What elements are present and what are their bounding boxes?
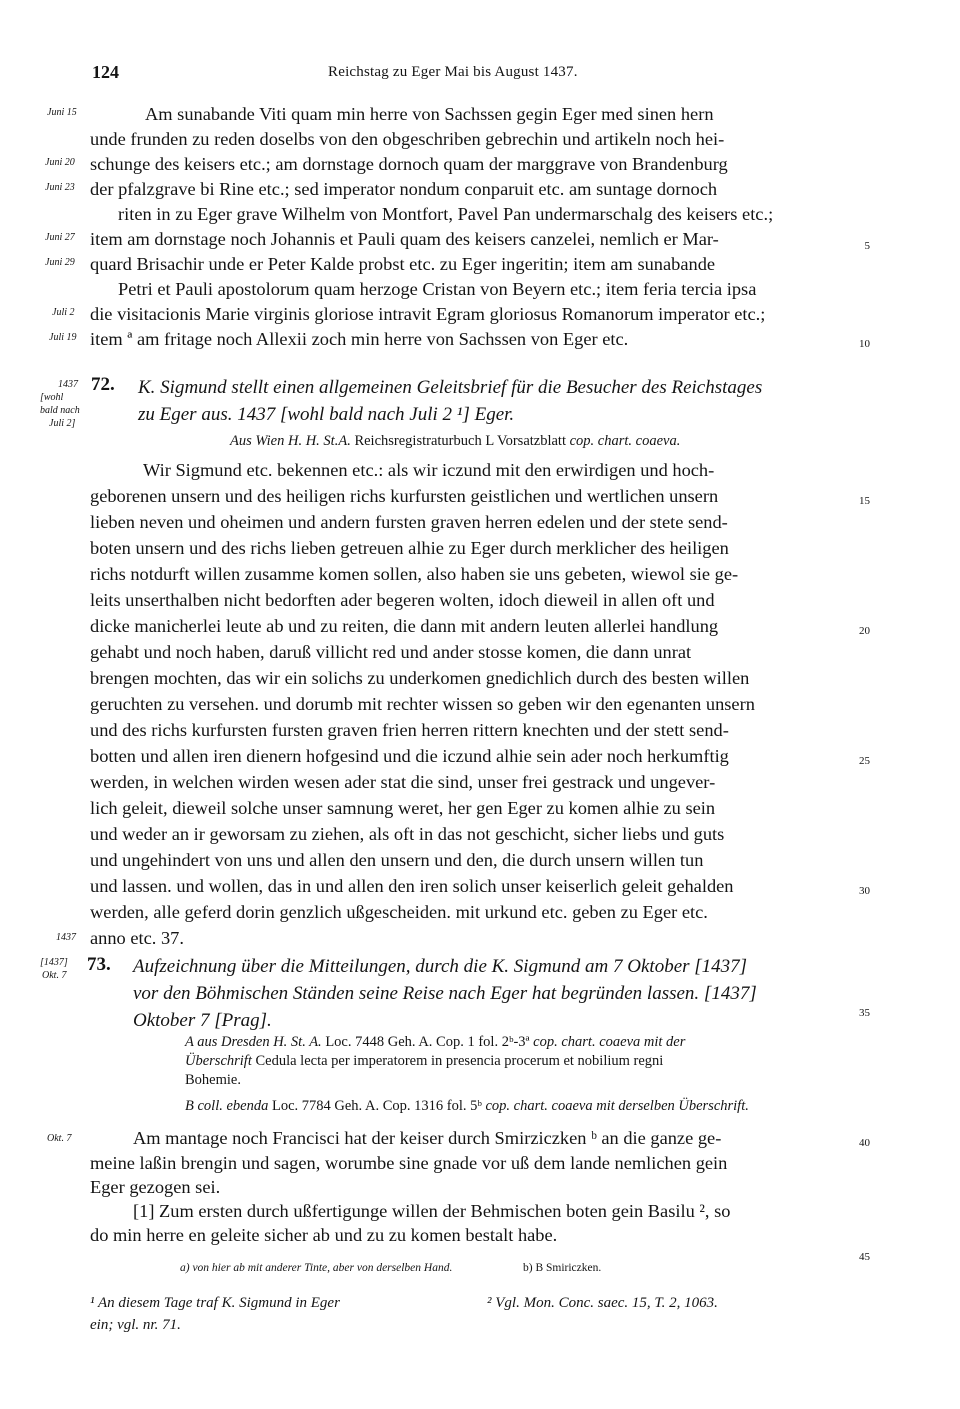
doc72-margin-date-note: [wohl <box>40 392 64 403</box>
source-line <box>185 1052 685 1071</box>
text-line: die visitacionis Marie virginis gloriose intravit Egram gloriosus Romanorum imperator etc.; <box>90 304 766 324</box>
doc73-source-a <box>185 1033 685 1090</box>
title-line: Aufzeichnung über die Mitteilungen, durch die K. Sigmund am 7 Oktober [1437] <box>133 956 748 977</box>
doc73-source-b <box>185 1097 749 1116</box>
text-line: riten in zu Eger grave Wilhelm von Montfort, Pavel Pan undermarschalg des keisers etc.; <box>118 204 774 224</box>
text-line: geborenen unsern und des heiligen richs kurfursten geistlichen und wertlichen unsern <box>90 486 719 506</box>
footnote-2: ² Vgl. Mon. Conc. saec. 15, T. 2, 1063. <box>487 1295 718 1311</box>
title-line: K. Sigmund stellt einen allgemeinen Geleitsbrief für die Besucher des Reichstages <box>138 377 763 398</box>
footnote-letter-a <box>180 1262 452 1274</box>
doc73-title <box>133 953 757 1034</box>
margin-date: Juni 15 <box>47 107 77 118</box>
title-line: Oktober 7 [Prag]. <box>133 1010 272 1031</box>
line-number: 20 <box>859 625 870 637</box>
line-number: 15 <box>859 495 870 507</box>
margin-date: Juli 2 <box>52 307 75 318</box>
source-suffix: cop. chart. coaeva mit der <box>533 1034 686 1050</box>
doc73-number: 73. <box>87 954 111 975</box>
text-line: und lassen. und wollen, das in und allen den iren solich unser keiserlich geleit gehalden <box>90 876 734 896</box>
source-suffix: cop. chart. coaeva mit derselben Überschrift. <box>485 1098 749 1114</box>
text-line: werden, alle geferd dorin genzlich ußgescheiden. mit urkund etc. geben zu Eger etc. <box>90 902 708 922</box>
margin-date: Juli 19 <box>49 332 77 343</box>
doc72-margin-date-note: Juli 2] <box>49 418 76 429</box>
text-line: richs notdurft willen zusamme komen sollen, also haben sie uns gebeten, wiewol sie ge- <box>90 564 739 584</box>
line-number: 30 <box>859 885 870 897</box>
text-line: schunge des keisers etc.; am dornstage dornoch quam der marggrave von Brandenburg <box>90 154 728 174</box>
source-line <box>185 1033 685 1052</box>
text-line: anno etc. 37. <box>90 928 184 948</box>
doc72-number: 72. <box>91 374 115 395</box>
source-main: Reichsregistraturbuch L Vorsatzblatt <box>350 433 570 449</box>
doc72-source <box>230 432 680 451</box>
margin-date: Juni 23 <box>45 182 75 193</box>
text-line: item ª am fritage noch Allexii zoch min herre von Sachssen von Eger etc. <box>90 329 629 349</box>
line-number: 10 <box>859 338 870 350</box>
line-number: 35 <box>859 1007 870 1019</box>
footnote-line: ¹ An diesem Tage traf K. Sigmund in Eger <box>90 1295 340 1311</box>
source-prefix: Aus Wien H. H. St.A. <box>230 433 351 449</box>
line-number: 25 <box>859 755 870 767</box>
text-line: dicke manicherlei leute ab und zu reiten, die dann mit andern leuten allerlei handlung <box>90 616 719 636</box>
text-line: und des richs kurfursten fursten graven frien herren rittern knechten und der stett send- <box>90 720 729 740</box>
text-line: Wir Sigmund etc. bekennen etc.: als wir iczund mit den erwirdigen und hoch- <box>143 460 715 480</box>
text-line: werden, in welchen wirden wesen ader stat die sind, unser frei gestrack und ungever- <box>90 772 716 792</box>
doc73-margin-date-day: Okt. 7 <box>42 970 67 981</box>
text-line: und ungehindert von uns und allen den unsern und den, die durch unsern willen tun <box>90 850 704 870</box>
doc72-title <box>138 374 762 428</box>
source-main: Loc. 7784 Geh. A. Cop. 1316 fol. 5ᵇ <box>268 1098 486 1114</box>
text-line: do min herre en geleite sicher ab und zu zu komen bestalt habe. <box>90 1225 558 1245</box>
text-line: lieben neven und oheimen und andern fursten graven herren edelen und der stete send- <box>90 512 728 532</box>
text-line: Am mantage noch Francisci hat der keiser durch Smirziczken ᵇ an die ganze ge- <box>133 1128 722 1148</box>
text-line: und weder an ir geworsam zu ziehen, als oft in das not geschicht, sicher liebs und guts <box>90 824 725 844</box>
title-line: zu Eger aus. 1437 [wohl bald nach Juli 2 ¹] Eger. <box>138 404 515 425</box>
doc72-margin-date-year: 1437 <box>58 379 78 390</box>
margin-date: Juni 20 <box>45 157 75 168</box>
title-line: vor den Böhmischen Ständen seine Reise nach Eger hat begründen lassen. [1437] <box>133 983 757 1004</box>
text-line: Petri et Pauli apostolorum quam herzoge Cristan von Beyern etc.; item feria tercia ipsa <box>118 279 757 299</box>
text-line: item am dornstage noch Johannis et Pauli quam des keisers canzelei, nemlich er Mar- <box>90 229 719 249</box>
text-line: geruchten zu versehen. und dorumb mit rechter wissen so geben wir den egenanten unsern <box>90 694 755 714</box>
source-suffix: cop. chart. coaeva. <box>569 433 681 449</box>
line-number: 40 <box>859 1137 870 1149</box>
footnote-letter-b: b) B Smiriczken. <box>523 1262 602 1274</box>
source-main: Loc. 7448 Geh. A. Cop. 1 fol. 2ᵇ-3ª <box>321 1034 534 1050</box>
doc73-text-margin-date: Okt. 7 <box>47 1133 72 1144</box>
text-line: quard Brisachir unde er Peter Kalde probst etc. zu Eger ingeritin; item am sunabande <box>90 254 716 274</box>
source-prefix: A aus Dresden H. St. A. <box>185 1034 322 1050</box>
text-line: unde frunden zu reden doselbs von den obgeschriben gebrechin und artikeln noch hei- <box>90 129 725 149</box>
source-main: Cedula lecta per imperatorem in presencia procerum et nobilium regni <box>251 1053 664 1069</box>
text-line: lich geleit, dieweil solche unser samnung weret, her gen Eger zu komen alhie zu sein <box>90 798 716 818</box>
margin-date: Juni 27 <box>45 232 75 243</box>
page-number: 124 <box>92 62 119 82</box>
text-line: botten und allen iren dienern hofgesind und die iczund alhie sein ader noch herkumftig <box>90 746 729 766</box>
text-line: Eger gezogen sei. <box>90 1177 221 1197</box>
text-line: der pfalzgrave bi Rine etc.; sed imperator nondum conparuit etc. am suntage dornoch <box>90 179 718 199</box>
text-line: boten unsern und des richs lieben getreuen alhie zu Eger durch merklicher des heiligen <box>90 538 729 558</box>
running-title: Reichstag zu Eger Mai bis August 1437. <box>328 64 578 80</box>
footnote-1 <box>90 1292 340 1336</box>
line-number: 45 <box>859 1251 870 1263</box>
footnote-line: ein; vgl. nr. 71. <box>90 1317 181 1333</box>
margin-date: Juni 29 <box>45 257 75 268</box>
source-line: Bohemie. <box>185 1072 241 1088</box>
text-line: leits unserthalben nicht bedorften ader begeren wolten, idoch dieweil in allen oft und <box>90 590 715 610</box>
text-line: gehabt und noch haben, daruß villicht red und ander stosse komen, die dann unrat <box>90 642 692 662</box>
doc72-margin-date-note: bald nach <box>40 405 80 416</box>
doc73-margin-date-year: [1437] <box>40 957 68 968</box>
text-line: brengen mochten, das wir ein solichs zu underkomen gnedichlich durch des besten willen <box>90 668 750 688</box>
text-line: [1] Zum ersten durch ußfertigunge willen der Behmischen boten gein Basilu ², so <box>133 1201 731 1221</box>
line-number: 5 <box>864 240 870 252</box>
doc72-end-margin-date: 1437 <box>56 932 76 943</box>
text-line: meine laßin brengin und sagen, worumbe sine gnade vor uß dem lande nemlichen gein <box>90 1153 728 1173</box>
source-prefix: B coll. ebenda <box>185 1098 269 1114</box>
footnote-a-text: a) von hier ab mit anderer Tinte, aber von derselben Hand. <box>180 1262 453 1274</box>
text-line: Am sunabande Viti quam min herre von Sachssen gegin Eger med sinen hern <box>145 104 714 124</box>
source-prefix: Überschrift <box>185 1053 252 1069</box>
